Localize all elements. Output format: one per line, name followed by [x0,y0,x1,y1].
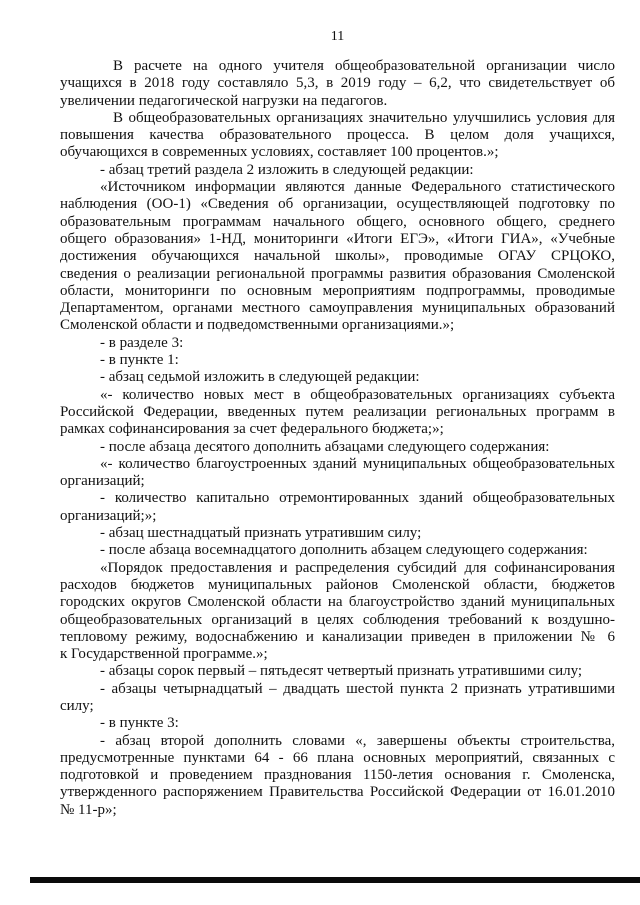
text-line: организаций;»; [60,507,157,524]
text-line: общеобразовательных организаций в целях соблюдения требований к воздушно- [60,611,615,628]
text-line: Российской Федерации, введенных путем реализации региональных программ в [60,403,615,420]
text-line: - абзацы сорок первый – пятьдесят четвертый признать утратившими силу; [100,663,583,680]
text-line: городских округов Смоленской области на благоустройство зданий муниципальных [60,594,615,611]
text-line: области, мониторинги по основным мероприятиям подпрограммы, проводимые [60,282,615,299]
text-line: расходов бюджетов муниципальных районов Смоленской области, бюджетов [60,576,615,593]
text-line: - в пункте 1: [100,352,179,369]
text-line: - абзац седьмой изложить в следующей редакции: [100,369,420,386]
text-line: тепловому режиму, водоснабжению и канализации приведен в приложении № 6 [60,628,615,645]
paragraph [60,439,615,456]
paragraph [60,352,615,369]
document-body [60,58,615,819]
text-line: В расчете на одного учителя общеобразовательной организации число [113,58,615,74]
text-line: образовательным программам начального общего, основного общего, среднего [60,213,615,230]
paragraph [60,542,615,559]
text-line: предусмотренные пунктами 64 - 66 плана основных мероприятий, связанных с [60,749,615,766]
text-line: «Источником информации являются данные Федерального статистического [100,179,615,196]
text-line: сведения о реализации региональной программы развития образования Смоленской [60,265,615,282]
text-line: - после абзаца восемнадцатого дополнить абзацем следующего содержания: [100,542,588,559]
paragraph [60,715,615,732]
paragraph [60,560,615,664]
text-line: - абзац шестнадцатый признать утратившим силу; [100,525,422,542]
text-line: - абзацы четырнадцатый – двадцать шестой пункта 2 признать утратившими [100,680,615,697]
text-line: - в пункте 3: [100,715,179,732]
text-line: Департаментом, органами местного самоуправления муниципальных образований [60,300,615,317]
text-line: учащихся в 2018 году составляло 5,3, в 2019 году – 6,2, что свидетельствует об [60,75,615,92]
text-line: увеличении педагогической нагрузки на педагогов. [60,92,388,109]
text-line: «- количество благоустроенных зданий муниципальных общеобразовательных [100,455,615,472]
text-line: к Государственной программе.»; [60,646,268,663]
text-line: достижения обучающихся начальной школы», проводимые ОГАУ СРЦОКО, [60,248,615,265]
paragraph [60,369,615,386]
paragraph [60,162,615,179]
text-line: утвержденного распоряжением Правительства Российской Федерации от 16.01.2010 [60,784,615,801]
text-line: - после абзаца десятого дополнить абзацами следующего содержания: [100,438,550,455]
text-line: обучающихся в современных условиях, составляет 100 процентов.»; [60,144,499,161]
text-line: № 11-р»; [60,801,117,818]
paragraph [60,733,615,819]
text-line: - абзац третий раздела 2 изложить в следующей редакции: [100,161,474,178]
paragraph [60,110,615,162]
text-line: В общеобразовательных организациях значительно улучшились условия для [113,109,615,126]
paragraph [60,663,615,680]
bottom-scan-border [30,877,640,883]
text-line: наблюдения (ОО-1) «Сведения об организации, осуществляющей подготовку по [60,196,615,213]
text-line: - абзац второй дополнить словами «, завершены объекты строительства, [100,732,615,749]
paragraph [60,387,615,439]
paragraph [60,525,615,542]
text-line: повышения качества образовательного процесса. В целом доля учащихся, [60,127,615,144]
paragraph [60,58,615,110]
paragraph [60,681,615,716]
text-line: силу; [60,697,94,714]
text-line: «Порядок предоставления и распределения субсидий для софинансирования [100,559,615,576]
paragraph [60,490,615,525]
text-line: - количество капитально отремонтированных зданий общеобразовательных [100,490,615,507]
text-line: общего образования» 1-НД, мониторинги «Итоги ЕГЭ», «Итоги ГИА», «Учебные [60,230,615,247]
paragraph [60,335,615,352]
page-number: 11 [330,29,345,44]
text-line: рамках софинансирования за счет федерального бюджета;»; [60,421,444,438]
text-line: подготовкой и проведением празднования 1150-летия основания г. Смоленска, [60,767,615,784]
text-line: «- количество новых мест в общеобразовательных организациях субъекта [100,386,615,403]
text-line: - в разделе 3: [100,334,184,351]
paragraph [60,179,615,335]
paragraph [60,456,615,491]
text-line: организаций; [60,473,145,490]
text-line: Смоленской области и подведомственными организациями.»; [60,317,455,334]
